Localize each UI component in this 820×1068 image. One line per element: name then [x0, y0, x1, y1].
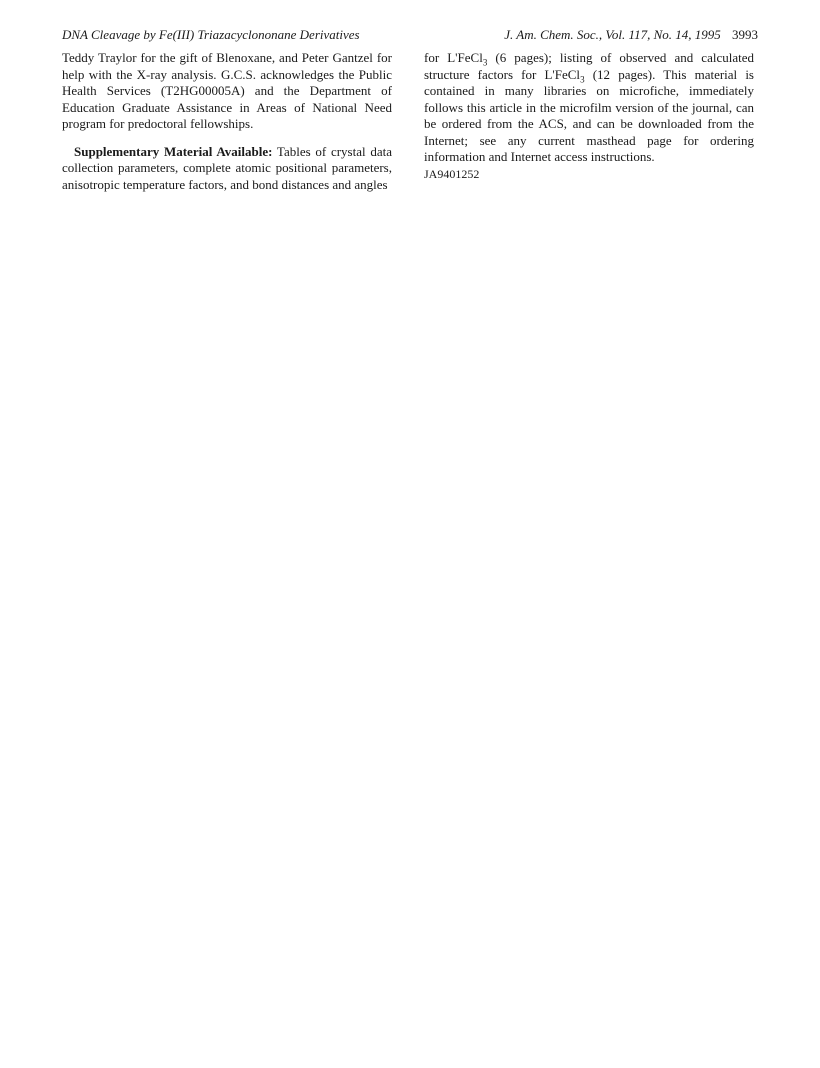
running-header — [62, 26, 758, 44]
acknowledgments-paragraph: Teddy Traylor for the gift of Blenoxane, and Peter Gantzel for help with the X-ray analysis. G.C.S. acknowledges the Public Health Services (T2HG00005A) and the Department of Education Graduate Assistance in Areas of National Need program for predoctoral fellowships. — [62, 50, 392, 131]
journal-reference: J. Am. Chem. Soc., Vol. 117, No. 14, 1995 — [504, 27, 721, 42]
supplementary-text: Tables of crystal data collection parameters, complete atomic positional parameters, anisotropic temperature factors, and bond distances and angles — [62, 143, 392, 192]
running-title: DNA Cleavage by Fe(III) Triazacyclononane Derivatives — [62, 27, 360, 42]
journal-citation — [504, 26, 758, 44]
supplementary-continuation — [424, 50, 754, 166]
continuation-text-2: (6 pages); listing of observed and calculated structure factors for L'FeCl — [424, 50, 754, 82]
subscript-3: 3 — [482, 57, 488, 68]
supplementary-material-paragraph — [62, 144, 392, 194]
supplementary-heading: Supplementary Material Available: — [74, 143, 273, 159]
left-column — [62, 50, 392, 193]
right-column — [424, 50, 754, 182]
subscript-3: 3 — [580, 74, 585, 85]
page-number: 3993 — [732, 27, 758, 42]
continuation-text-3: (12 pages). This material is contained in many libraries on microfiche, immediately follows this article in the microfilm version of the journal, can be ordered from the ACS, and can be downloaded from the Internet; see any current masthead page for ordering information and Internet access instructions. — [424, 66, 754, 164]
continuation-text-1: for L'FeCl — [424, 50, 483, 65]
manuscript-code: JA9401252 — [424, 166, 480, 181]
